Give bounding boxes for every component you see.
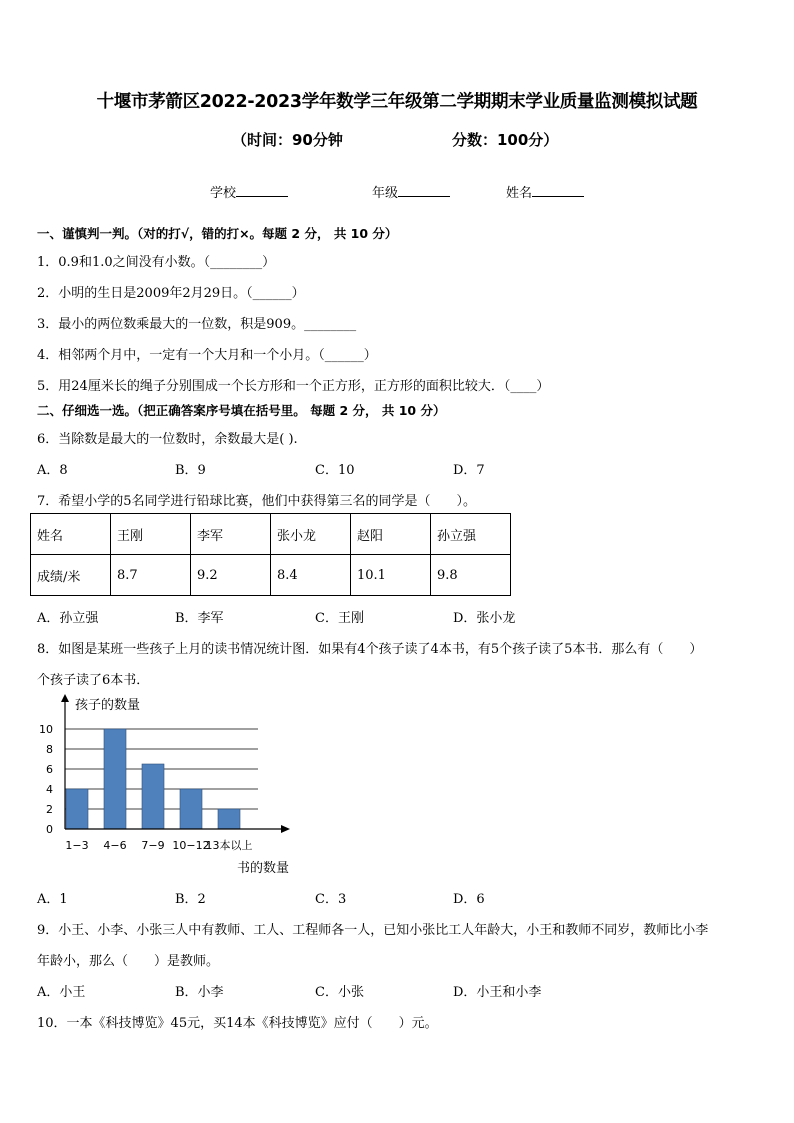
score-label: 分数：100分） [452, 131, 559, 149]
q6-option-d: D．7 [453, 463, 485, 478]
table-cell: 姓名 [31, 514, 111, 555]
q6-option-b: B．9 [175, 463, 206, 478]
q7-option-b: B．李军 [175, 611, 224, 626]
q7-score-table [30, 513, 511, 596]
chart-x-tick-label: 1−3 [65, 839, 89, 852]
table-cell: 赵阳 [351, 514, 431, 555]
question-6: 6．当除数是最大的一位数时，余数最大是( ). [37, 432, 298, 447]
question-3: 3．最小的两位数乘最大的一位数，积是909。________ [37, 317, 357, 332]
chart-y-tick-label: 0 [46, 823, 53, 836]
q9-option-a: A．小王 [37, 985, 86, 1000]
chart-x-tick-label: 10−12 [172, 839, 210, 852]
question-5: 5．用24厘米长的绳子分别围成一个长方形和一个正方形，正方形的面积比较大．（____） [37, 379, 550, 394]
name-field: 姓名 [506, 182, 584, 201]
question-8-line-1: 8．如图是某班一些孩子上月的读书情况统计图．如果有4个孩子读了4本书，有5个孩子读了5本书．那么有（ ） [37, 642, 703, 657]
q7-option-c: C．王刚 [315, 611, 364, 626]
table-cell: 10.1 [351, 555, 431, 596]
chart-bar [218, 809, 240, 829]
chart-y-tick-label: 2 [46, 803, 53, 816]
q8-option-c: C．3 [315, 892, 347, 907]
q8-option-d: D．6 [453, 892, 485, 907]
table-row [31, 555, 511, 596]
table-cell: 9.2 [191, 555, 271, 596]
chart-bar [66, 789, 88, 829]
table-cell: 成绩/米 [31, 555, 111, 596]
q7-option-d: D．张小龙 [453, 611, 516, 626]
chart-x-tick-label: 7−9 [141, 839, 165, 852]
question-9-line-2: 年龄小，那么（ ）是教师。 [37, 954, 220, 969]
school-field: 学校 [210, 182, 288, 201]
q9-option-d: D．小王和小李 [453, 985, 542, 1000]
q6-option-a: A．8 [37, 463, 68, 478]
grade-field: 年级 [372, 182, 450, 201]
table-cell: 张小龙 [271, 514, 351, 555]
q6-option-c: C．10 [315, 463, 355, 478]
question-1: 1．0.9和1.0之间没有小数。（________） [37, 255, 276, 270]
chart-x-axis-arrow [281, 825, 290, 833]
question-9-line-1: 9．小王、小李、小张三人中有教师、工人、工程师各一人，已知小张比工人年龄大，小王和教师不同岁，教师比小李 [37, 923, 709, 938]
table-cell: 李军 [191, 514, 271, 555]
chart-y-tick-label: 4 [46, 783, 53, 796]
time-label: （时间：90分钟 [232, 131, 343, 149]
chart-xlabel: 书的数量 [237, 861, 290, 876]
chart-ylabel: 孩子的数量 [75, 698, 141, 713]
page-title: 十堰市茅箭区2022-2023学年数学三年级第二学期期末学业质量监测模拟试题 [96, 92, 698, 112]
question-2: 2．小明的生日是2009年2月29日。（______） [37, 286, 305, 301]
chart-y-tick-label: 10 [39, 723, 53, 736]
table-cell: 8.4 [271, 555, 351, 596]
table-cell: 9.8 [431, 555, 511, 596]
q8-option-b: B．2 [175, 892, 206, 907]
reading-bar-chart [30, 690, 320, 880]
q9-option-b: B．小李 [175, 985, 224, 1000]
chart-y-tick-label: 8 [46, 743, 53, 756]
chart-y-axis-arrow [61, 694, 69, 702]
table-cell: 孙立强 [431, 514, 511, 555]
q7-option-a: A．孙立强 [37, 611, 99, 626]
table-header-row [31, 514, 511, 555]
q8-option-a: A．1 [37, 892, 68, 907]
chart-bar [142, 764, 164, 829]
section-1-heading: 一、谨慎判一判。（对的打√，错的打×。每题 2 分， 共 10 分） [37, 226, 398, 241]
chart-bar [104, 729, 126, 829]
question-4: 4．相邻两个月中，一定有一个大月和一个小月。（______） [37, 348, 377, 363]
question-10: 10．一本《科技博览》45元，买14本《科技博览》应付（ ）元。 [37, 1016, 438, 1031]
chart-bar [180, 789, 202, 829]
question-7: 7．希望小学的5名同学进行铅球比赛，他们中获得第三名的同学是（ ）。 [37, 494, 477, 509]
table-cell: 王刚 [111, 514, 191, 555]
section-2-heading: 二、仔细选一选。（把正确答案序号填在括号里。 每题 2 分， 共 10 分） [37, 403, 446, 418]
q9-option-c: C．小张 [315, 985, 364, 1000]
question-8-line-2: 个孩子读了6本书． [37, 673, 150, 688]
chart-x-tick-label: 13本以上 [205, 839, 253, 852]
table-cell: 8.7 [111, 555, 191, 596]
chart-y-tick-label: 6 [46, 763, 53, 776]
chart-x-tick-label: 4−6 [103, 839, 127, 852]
